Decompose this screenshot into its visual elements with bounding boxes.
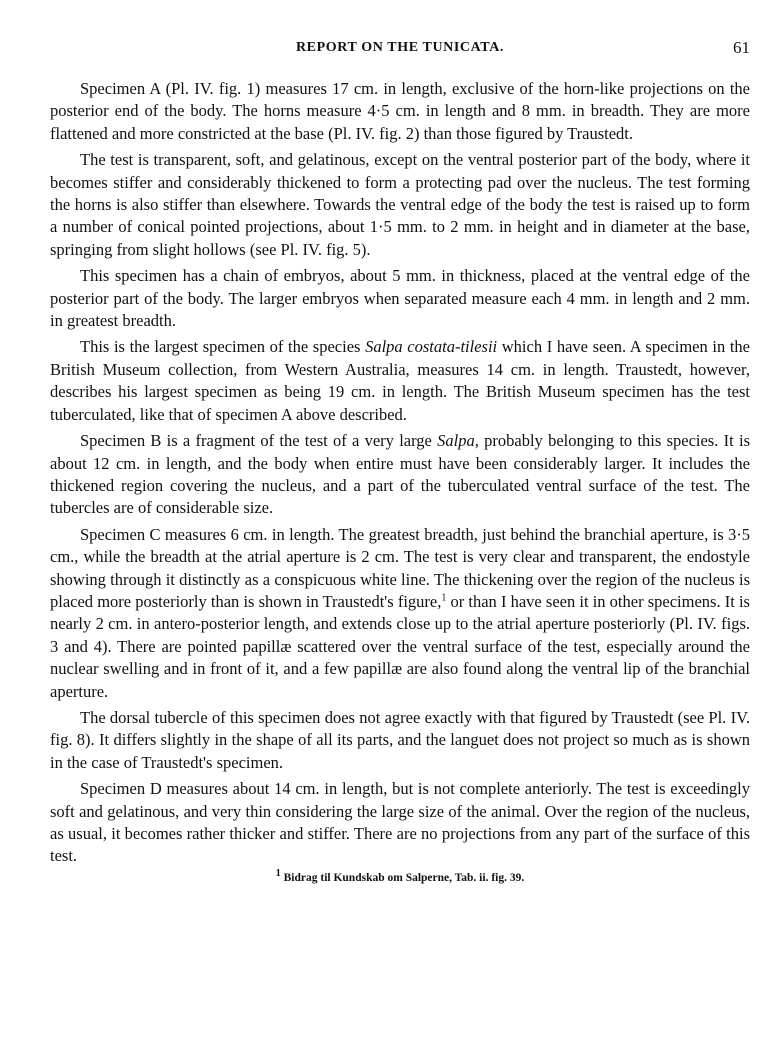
paragraph-text: Specimen C measures 6 cm. in length. The greatest breadth, just behind the branchial aperture, is 3·5 cm., while the breadth at the atrial aperture is 2 cm. The test is very clear and transparent, the endostyle showing through it distinctly as a conspicuous white line. The thickening over the region of the nucleus is placed more posteriorly than is shown in Traustedt's figure, [50,524,750,611]
paragraph-text: Specimen B is a fragment of the test of a very large [80,431,438,451]
paragraph-specimen-b [50,430,750,520]
paragraph-dorsal-tubercle: The dorsal tubercle of this specimen does not agree exactly with that figured by Traustedt (see Pl. IV. fig. 8). It differs slightly in the shape of all its parts, and the languet does not project so much as is shown in the case of Traustedt's specimen. [50,707,750,772]
paragraph-test-description: The test is transparent, soft, and gelatinous, except on the ventral posterior part of the body, where it becomes stiffer and considerably thickened to form a protecting pad over the nucleus. The test forming the horns is also stiffer than elsewhere. Towards the ventral edge of the body the test is raised up to form a number of conical pointed projections, about 1·5 mm. to 2 mm. in height and in diameter at the base, springing from slight hollows (see Pl. IV. fig. 5). [50,150,750,259]
paragraph-specimen-d: Specimen D measures about 14 cm. in length, but is not complete anteriorly. The test is exceedingly soft and gelatinous, and very thin considering the large size of the animal. Over the region of the nucleus, as usual, it becomes rather thicker and stiffer. There are no projections from any part of the surface of this test. [50,779,750,866]
paragraph-largest-specimen [50,336,750,426]
running-head [50,40,750,70]
paragraph-text: probably belonging to this species. It is about 12 cm. in length, and the body when entire must have been considerably larger. It includes the thickened region covering the nucleus, and a part of the tuberculated ventral surface of the test. The tubercles are of considerable size. [50,431,750,518]
footnote-marker: 1 [275,867,281,879]
footnote-text: Bidrag til Kundskab om Salperne, Tab. ii. fig. 39. [280,871,525,884]
genus-name: Salpa, [437,431,479,451]
paragraph-text: This is the largest specimen of the species [80,337,366,357]
running-title: REPORT ON THE TUNICATA. [295,40,505,55]
paragraph-specimen-c [50,524,750,703]
footnote-reference: 1 [441,592,447,604]
paragraph-specimen-a: Specimen A (Pl. IV. fig. 1) measures 17 cm. in length, exclusive of the horn-like projections on the posterior end of the body. The horns measure 4·5 cm. in length and 8 mm. in breadth. They are more flattened and more constricted at the base (Pl. IV. fig. 2) than those figured by Traustedt. [50,79,750,143]
paragraph-text: which I have seen. A specimen in the British Museum collection, from Western Australia, measures 14 cm. in length. Traustedt, however, describes his largest specimen as being 19 cm. in length. The British Museum specimen has the test tuberculated, like that of specimen A above described. [50,337,750,424]
body-text [50,78,750,868]
paragraph-text: or than I have seen it in other specimens. It is nearly 2 cm. in antero-posterior length, and extends close up to the atrial aperture posteriorly (Pl. IV. figs. 3 and 4). There are pointed papillæ scattered over the ventral surface of the test, especially around the nuclear swelling and in front of it, and a few papillæ are also found along the ventral lip of the branchial aperture. [50,591,750,701]
paragraph-embryos: This specimen has a chain of embryos, about 5 mm. in thickness, placed at the ventral edge of the posterior part of the body. The larger embryos when separated measure each 4 mm. in length and 2 mm. in greatest breadth. [50,266,750,331]
species-name: Salpa costata-tilesii [365,337,498,357]
page-number: 61 [733,38,750,57]
footnote [50,867,750,884]
